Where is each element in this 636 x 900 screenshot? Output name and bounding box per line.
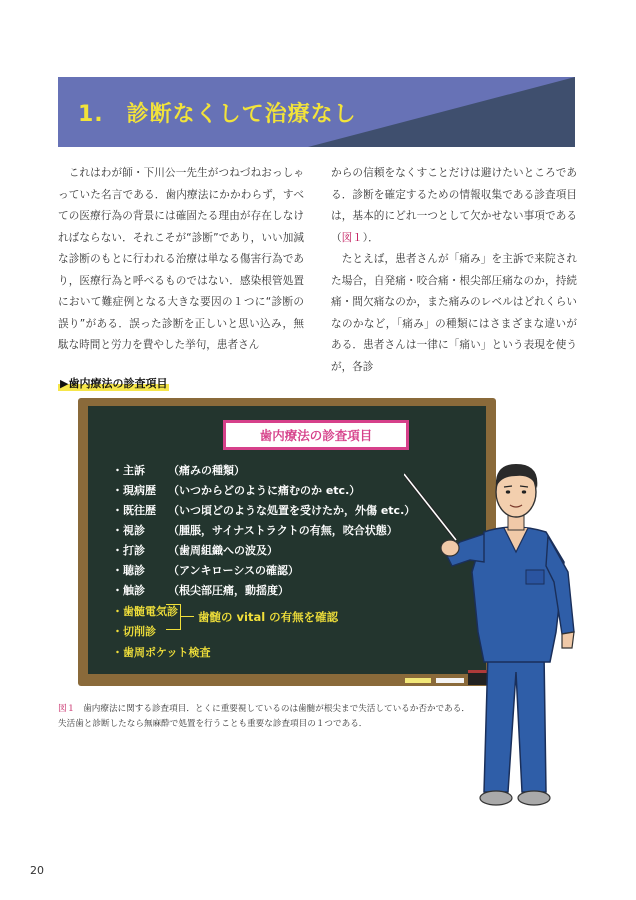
board-title: 歯内療法の診査項目 (223, 420, 409, 450)
figure-number: 図１ (58, 704, 76, 714)
body-paragraph (331, 163, 577, 249)
body-column-left (58, 163, 304, 357)
hand-holding-pointer (441, 540, 459, 556)
exam-item: ・現病歴 （いつからどのように痛むのか etc.） (112, 484, 361, 497)
exam-item-highlight: ・歯髄電気診 (112, 605, 178, 618)
left-eye (506, 490, 510, 493)
scrub-pocket (526, 570, 544, 584)
figure-reference-link[interactable]: 図１ (341, 231, 363, 244)
body-paragraph: これはわが師・下川公一先生がつねづねおっしゃっていた名言である．歯内療法にかかわらず，すべての医療行為の背景には確固たる理由が存在しなければならない．それこそが“診断”であり，いい加減な診断のもとに行われる治療は単なる傷害行為であり，医療行為と呼べるものではない．感染根管処置において難症例となる大きな要因の１つに“診断の誤り”がある．誤った診断を正しいと思い込み，無駄な時間と労力を費やした挙句，患者さん (58, 167, 304, 351)
left-shoe (480, 791, 512, 805)
right-eye (522, 490, 526, 493)
section-header (58, 77, 575, 147)
section-title: 1. 診断なくして治療なし (78, 102, 357, 127)
scrub-pants (484, 652, 546, 792)
exam-item-highlight: ・歯周ポケット検査 (112, 646, 211, 659)
exam-item: ・主訴 （痛みの種類） (112, 464, 245, 477)
doctor-illustration (404, 462, 584, 812)
lowered-hand (562, 632, 574, 648)
page-number: 20 (30, 864, 44, 877)
exam-item: ・既往歴 （いつ頃どのような処置を受けたか，外傷 etc.） (112, 504, 416, 517)
body-text-segment: からの信頼をなくすことだけは避けたいところである．診断を確定するための情報収集である診査項目は，基本的にどれ一つとして欠かせない事項である（ (331, 167, 577, 244)
figure-label: ▶歯内療法の診査項目 (60, 377, 168, 390)
body-column-right (331, 163, 577, 378)
right-shoe (518, 791, 550, 805)
exam-item: ・打診 （歯周組織への波及） (112, 544, 278, 557)
exam-item: ・触診 （根尖部圧痛，動揺度） (112, 584, 289, 597)
pointer-stick (404, 474, 456, 540)
figure-caption-text: 歯内療法に関する診査項目．とくに重要視しているのは歯髄が根尖まで失活しているか否かである．失活歯と診断したなら無麻酔で処置を行うことも重要な診査項目の１つである． (58, 704, 470, 729)
vital-note: 歯髄の vital の有無を確認 (198, 610, 339, 624)
exam-item: ・視診 （腫脹，サイナストラクトの有無，咬合状態） (112, 524, 398, 537)
vital-bracket-line (180, 616, 194, 617)
vital-bracket (166, 604, 181, 630)
body-text-segment: ）． (362, 231, 379, 244)
exam-item: ・聴診 （アンキローシスの確認） (112, 564, 300, 577)
body-paragraph: たとえば，患者さんが「痛み」を主訴で来院された場合，自発痛・咬合痛・根尖部圧痛なのか，持続痛・間欠痛なのか，また痛みのレベルはどれくらいなのかなど，「痛み」の種類にはさまざまな違いがある．患者さんは一律に「痛い」という表現を使うが，各診 (331, 253, 577, 373)
exam-item-highlight: ・切削診 (112, 625, 156, 638)
